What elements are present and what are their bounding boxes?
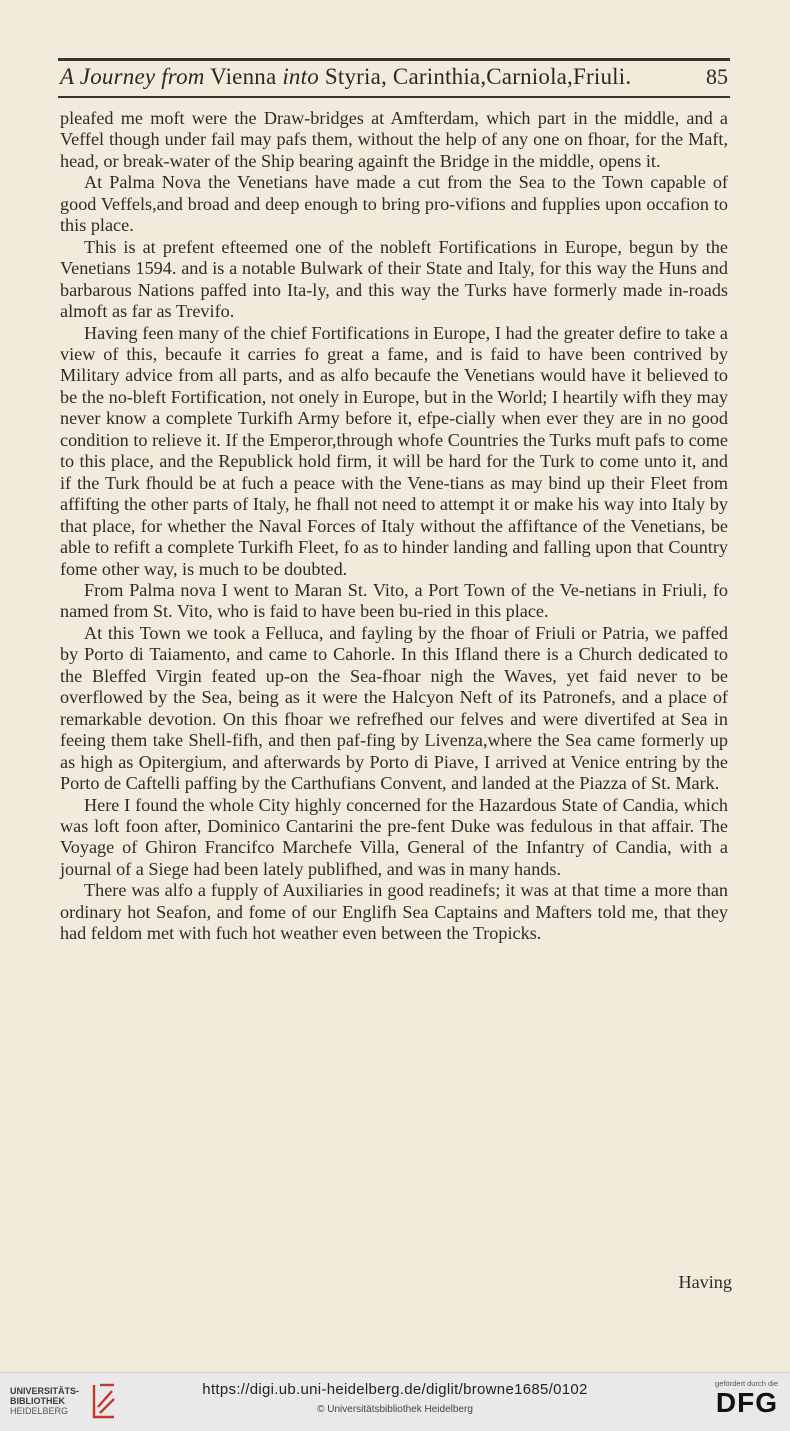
paragraph: From Palma nova I went to Maran St. Vito, a Port Town of the Ve-netians in Friuli, fo named from St. Vito, who is faid to have been bu-ried in this place. <box>60 579 728 622</box>
funded-by-label: gefördert durch die <box>715 1379 778 1388</box>
header-rule-bottom <box>58 96 730 98</box>
dfg-logo[interactable] <box>715 1379 778 1418</box>
library-name-line: UNIVERSITÄTS- <box>10 1386 80 1396</box>
body-text <box>60 108 728 945</box>
library-name-line: HEIDELBERG <box>10 1406 69 1416</box>
library-name <box>10 1386 84 1416</box>
title-part-italic: A Journey from <box>60 64 205 89</box>
paragraph: Here I found the whole City highly concerned for the Hazardous State of Candia, which was loft foon after, Dominico Cantarini the pre-fent Duke was fedulous in that affair. The Voyage of Ghiron Francifco Marchefe Villa, General of the Infantry of Candia, with a journal of a Siege had been lately publifhed, and was in many hands. <box>60 794 728 879</box>
library-mark-icon <box>90 1381 118 1421</box>
running-title <box>60 64 631 90</box>
catchword: Having <box>678 1272 732 1292</box>
paragraph: This is at prefent efteemed one of the nobleft Fortifications in Europe, begun by the Venetians 1594. and is a notable Bulwark of their State and Italy, for this way the Huns and barbarous Nations paffed into Ita-ly, and this way the Turks have formerly made in-roads almoft as far as Trevifo. <box>60 236 728 322</box>
paragraph: pleafed me moft were the Draw-bridges at Amfterdam, which part in the middle, and a Veffel though under fail may pafs them, without the help of any one on fhoar, for the Maft, head, or break-water of the Ship bearing againft the Bridge in the middle, opens it. <box>60 108 728 171</box>
title-part: Styria, Carinthia,Carniola,Friuli. <box>318 64 632 89</box>
header-rule-top <box>58 58 730 61</box>
library-logo[interactable] <box>10 1381 118 1421</box>
paragraph: At this Town we took a Felluca, and fayling by the fhoar of Friuli or Patria, we paffed by Porto di Taiamento, and came to Cahorle. In this Ifland there is a Church dedicated to the Bleffed Virgin feated up-on the Sea-fhoar nigh the Waves, yet faid never to be overflowed by the Sea, being as it were the Halcyon Neft of its Patronefs, and a place of remarkable devotion. On this fhoar we refrefhed our felves and were divertifed at Sea in feeing them take Shell-fifh, and then paf-fing by Livenza,where the Sea came formerly up as high as Opitergium, and afterwards by Porto di Piave, I arrived at Venice entring by the Porto de Caftelli paffing by the Carthufians Convent, and landed at the Piazza of St. Mark. <box>60 622 728 794</box>
library-name-line: BIBLIOTHEK <box>10 1396 65 1406</box>
permalink-url[interactable]: https://digi.ub.uni-heidelberg.de/diglit/browne1685/0102 <box>202 1381 588 1398</box>
running-header <box>60 64 728 94</box>
paragraph: At Palma Nova the Venetians have made a cut from the Sea to the Town capable of good Veffels,and broad and deep enough to bring pro-vifions and fupplies upon occafion to this place. <box>60 172 728 236</box>
paragraph: Having feen many of the chief Fortifications in Europe, I had the greater defire to take a view of this, becaufe it carries fo great a fame, and is faid to have been contrived by Military advice from all parts, and as alfo becaufe the Venetians would have it believed to be the no-bleft Fortification, not onely in Europe, but in the World; I heartily wifh they may never know a complete Turkifh Army before it, efpe-cially when ever they are in no good condition to relieve it. If the Emperor,through whofe Countries the Turks muft pafs to come to this place, and the Republick hold firm, it will be hard for the Turk to come unto it, and if the Turk fhould be at fuch a peace with the Vene-tians as may bind up their Fleet from affifting the other parts of Italy, he fhall not need to attempt it or make his way into Italy by that place, for whether the Naval Forces of Italy without the affiftance of the Venetians, be able to refift a complete Turkifh Fleet, fo as to hinder landing and falling upon that Country fome other way, is much to be doubted. <box>60 322 728 579</box>
title-part: Vienna <box>204 64 283 89</box>
paragraph: There was alfo a fupply of Auxiliaries in good readinefs; it was at that time a more than ordinary hot Seafon, and fome of our Englifh Sea Captains and Mafters told me, that they had feldom met with fuch hot weather even between the Tropicks. <box>60 880 728 944</box>
page-number: 85 <box>706 64 728 89</box>
copyright-notice: © Universitätsbibliothek Heidelberg <box>317 1404 473 1415</box>
footer-center <box>180 1381 610 1415</box>
dfg-wordmark: DFG <box>715 1387 778 1418</box>
viewer-footer <box>0 1372 790 1431</box>
title-part-italic: into <box>282 64 319 89</box>
